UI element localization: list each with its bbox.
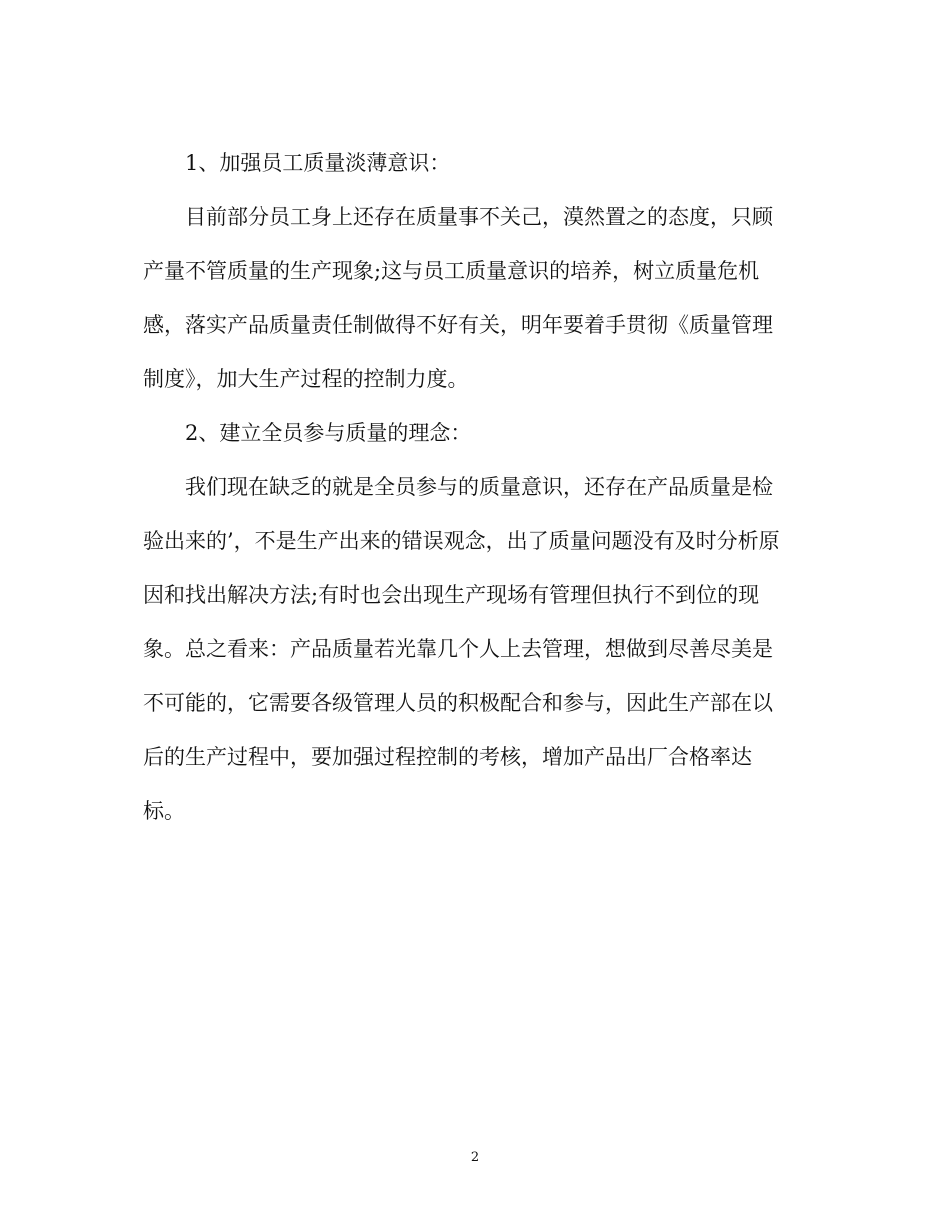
paragraph-1-line-3: 感，落实产品质量责任制做得不好有关，明年要着手贯彻《质量管理 xyxy=(143,313,773,337)
paragraph-2-line-7: 标。 xyxy=(143,799,185,823)
paragraph-1-line-2: 产量不管质量的生产现象;这与员工质量意识的培养，树立质量危机 xyxy=(143,259,760,283)
heading-2: 2、建立全员参与质量的理念： xyxy=(185,421,472,445)
paragraph-2-line-6: 后的生产过程中，要加强过程控制的考核，增加产品出厂合格率达 xyxy=(143,745,752,769)
page-number: 2 xyxy=(470,1150,480,1165)
paragraph-2-line-4: 象。总之看来：产品质量若光靠几个人上去管理，想做到尽善尽美是 xyxy=(143,637,773,661)
paragraph-2-line-3: 因和找出解决方法;有时也会出现生产现场有管理但执行不到位的现 xyxy=(143,583,760,607)
paragraph-1-line-4: 制度》，加大生产过程的控制力度。 xyxy=(143,367,469,391)
paragraph-2-line-2: 验出来的’，不是生产出来的错误观念，出了质量问题没有及时分析原 xyxy=(143,529,780,553)
paragraph-1-line-1: 目前部分员工身上还存在质量事不关己，漠然置之的态度，只顾 xyxy=(185,205,773,229)
heading-1: 1、加强员工质量淡薄意识： xyxy=(185,151,451,175)
document-body xyxy=(143,136,808,838)
paragraph-2-line-1: 我们现在缺乏的就是全员参与的质量意识，还存在产品质量是检 xyxy=(185,475,773,499)
paragraph-2-line-5: 不可能的，它需要各级管理人员的积极配合和参与，因此生产部在以 xyxy=(143,691,773,715)
